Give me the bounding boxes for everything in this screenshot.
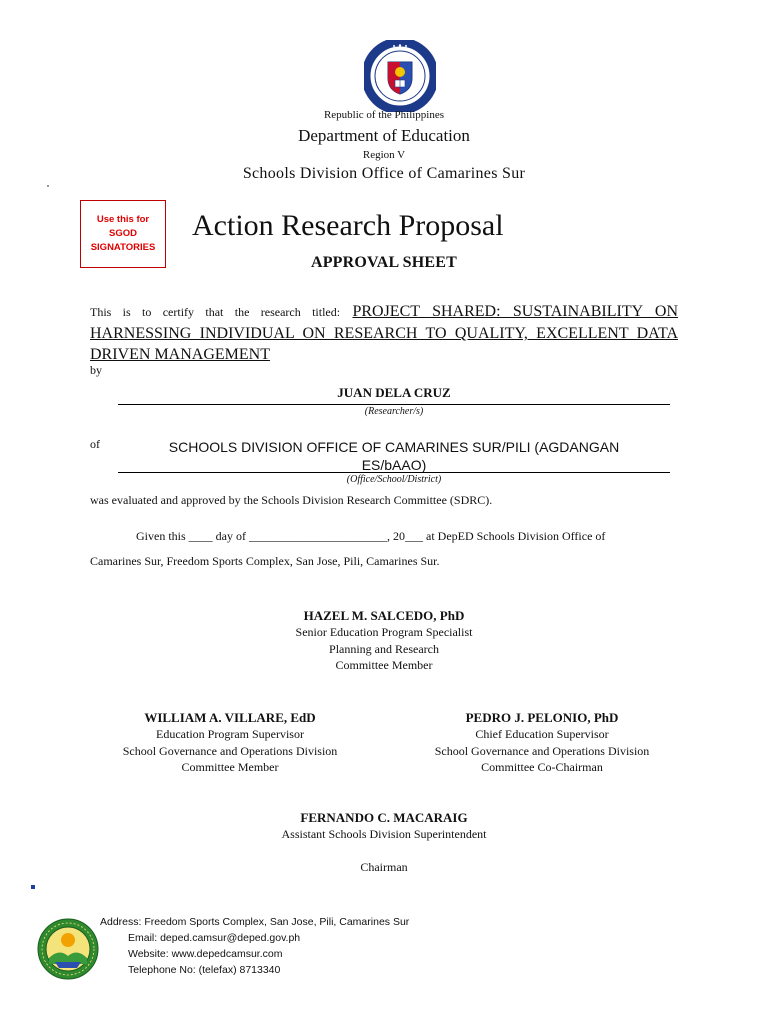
signatory-position: Assistant Schools Division Superintendent (281, 827, 487, 841)
researcher-line (118, 404, 670, 405)
certify-paragraph (90, 301, 678, 365)
office-line (118, 472, 670, 473)
office-name: SCHOOLS DIVISION OFFICE OF CAMARINES SUR/PILI (AGDANGAN ES/bAAO) (168, 439, 620, 473)
signatory-position: Senior Education Program Specialist (295, 625, 473, 639)
evaluated-statement: was evaluated and approved by the Schools Division Research Committee (SDRC). (90, 493, 493, 507)
certify-lead: This is to certify that the research titled: (90, 305, 341, 319)
footer-website: Website: www.depedcamsur.com (128, 948, 283, 960)
bullet-marker (31, 885, 35, 889)
document-subtitle: APPROVAL SHEET (310, 254, 458, 271)
researcher-name: JUAN DELA CRUZ (337, 385, 451, 400)
signatory-name: HAZEL M. SALCEDO, PhD (303, 608, 465, 623)
signatory-position: Chief Education Supervisor (475, 727, 609, 741)
signatory-fernando (0, 810, 768, 843)
signatory-hazel (0, 608, 768, 674)
signatory-role: Committee Member (181, 760, 279, 774)
signatory-role: Committee Member (335, 658, 433, 672)
signatory-position: Education Program Supervisor (156, 727, 304, 741)
signatories-note-text: Use this for SGOD SIGNATORIES (90, 214, 156, 253)
division-label: Schools Division Office of Camarines Sur (242, 165, 526, 182)
signatory-role: Committee Co-Chairman (481, 760, 603, 774)
chairman-role: Chairman (360, 860, 408, 874)
department-label: Department of Education (298, 126, 470, 145)
signatory-pedro (392, 710, 692, 776)
footer-address: Address: Freedom Sports Complex, San Jose, Pili, Camarines Sur (100, 916, 410, 928)
signatory-name: PEDRO J. PELONIO, PhD (465, 710, 619, 725)
region-label: Region V (362, 149, 406, 161)
signatory-name: FERNANDO C. MACARAIG (300, 810, 468, 825)
signatory-unit: Planning and Research (329, 641, 439, 656)
deped-seal-logo (364, 40, 436, 112)
footer-contact (128, 930, 300, 978)
by-label: by (90, 363, 102, 377)
document-title: Action Research Proposal (192, 209, 504, 242)
stray-dot (47, 185, 49, 187)
republic-label: Republic of the Philippines (323, 109, 445, 121)
signatory-unit: School Governance and Operations Division (434, 743, 650, 758)
signatory-name: WILLIAM A. VILLARE, EdD (144, 710, 316, 725)
research-title: PROJECT SHARED: SUSTAINABILITY ON HARNESSING INDIVIDUAL ON RESEARCH TO QUALITY, EXCELLENT DATA DRIVEN MANAGEMENT (90, 303, 679, 363)
given-line-1: Given this ____ day of _______________________, 20___ at DepED Schools Division Office of (136, 529, 606, 543)
footer-email: Email: deped.camsur@deped.gov.ph (128, 932, 301, 944)
researcher-caption: (Researcher/s) (364, 406, 424, 417)
of-label: of (90, 437, 100, 451)
given-line-2: Camarines Sur, Freedom Sports Complex, San Jose, Pili, Camarines Sur. (90, 554, 440, 568)
footer-telephone: Telephone No: (telefax) 8713340 (128, 964, 281, 976)
signatory-unit: School Governance and Operations Division (122, 743, 338, 758)
office-caption: (Office/School/District) (346, 474, 442, 485)
sdo-camarines-sur-logo (37, 918, 99, 980)
signatory-william (80, 710, 380, 776)
